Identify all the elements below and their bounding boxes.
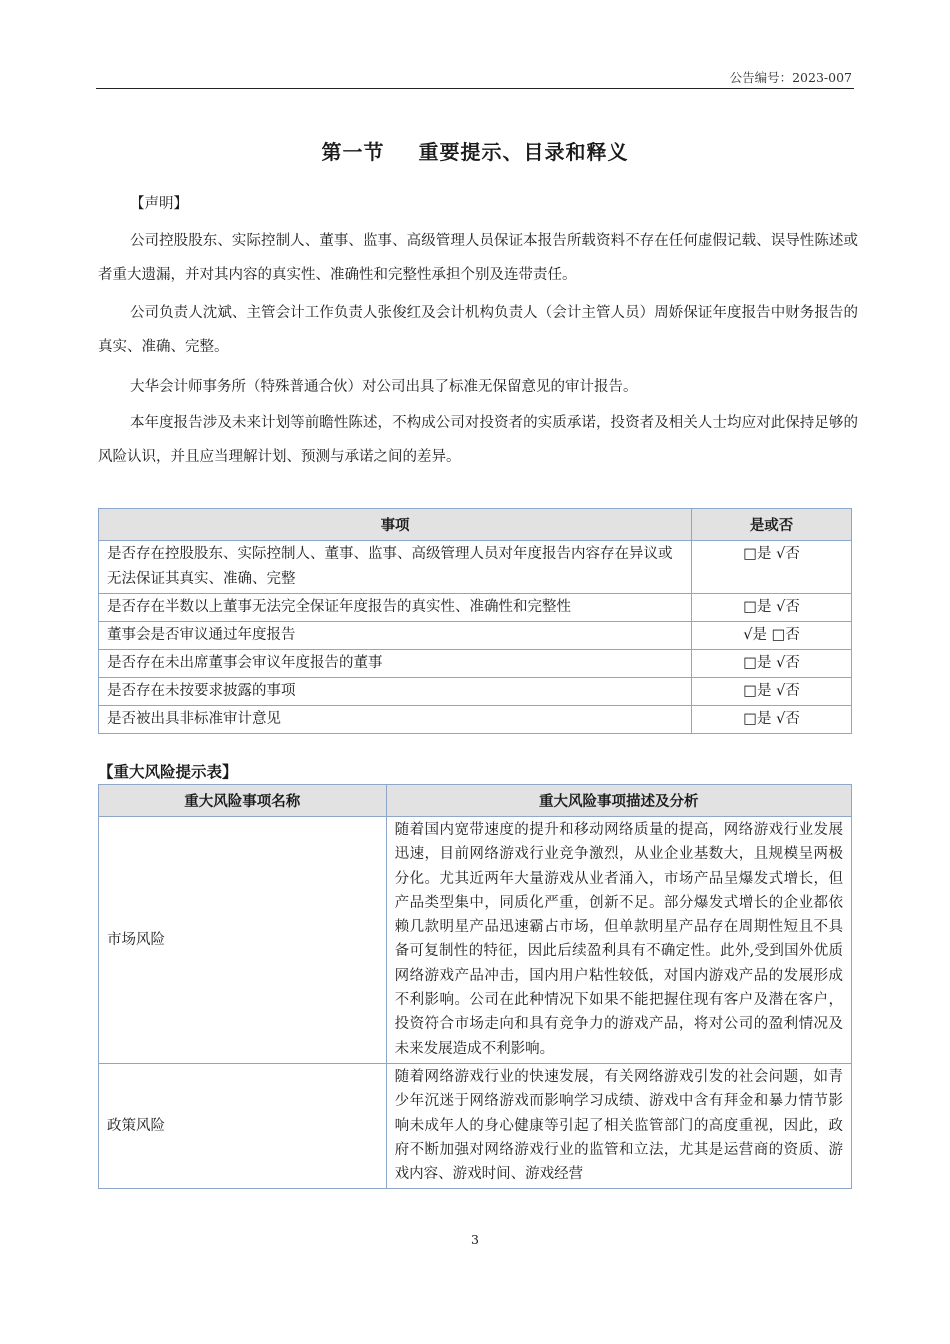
row-item: 是否存在未出席董事会审议年度报告的董事 <box>99 650 692 678</box>
risk-name: 政策风险 <box>99 1063 387 1188</box>
risk-description: 随着网络游戏行业的快速发展，有关网络游戏引发的社会问题，如青少年沉迷于网络游戏而影响学习成绩、游戏中含有拜金和暴力情节影响未成年人的身心健康等引起了相关监管部门的高度重视，因此，政府不断加强对网络游戏行业的监管和立法，尤其是运营商的资质、游戏内容、游戏时间、游戏经营 <box>386 1063 851 1188</box>
table-row <box>99 1063 852 1188</box>
page-number: 3 <box>471 1232 479 1247</box>
table-row <box>99 678 852 706</box>
statement-label: 【声明】 <box>130 196 188 212</box>
row-answer: □是 √否 <box>692 594 852 622</box>
table-row <box>99 650 852 678</box>
paragraph-financial-guarantee: 公司负责人沈斌、主管会计工作负责人张俊红及会计机构负责人（会计主管人员）周娇保证年度报告中财务报告的真实、准确、完整。 <box>98 305 858 355</box>
header-item: 事项 <box>99 509 692 541</box>
row-answer: □是 √否 <box>692 706 852 734</box>
row-item: 是否存在半数以上董事无法完全保证年度报告的真实性、准确性和完整性 <box>99 594 692 622</box>
row-answer: √是 □否 <box>692 622 852 650</box>
row-item: 董事会是否审议通过年度报告 <box>99 622 692 650</box>
table-header-row <box>99 509 852 541</box>
paragraph-audit-opinion: 大华会计师事务所（特殊普通合伙）对公司出具了标准无保留意见的审计报告。 <box>130 379 638 395</box>
table-row <box>99 706 852 734</box>
risk-name: 市场风险 <box>99 817 387 1064</box>
table-row <box>99 622 852 650</box>
row-answer: □是 √否 <box>692 678 852 706</box>
header-yes-no: 是或否 <box>692 509 852 541</box>
row-answer: □是 √否 <box>692 650 852 678</box>
header-risk-name: 重大风险事项名称 <box>99 785 387 817</box>
paragraph-responsibility: 公司控股股东、实际控制人、董事、监事、高级管理人员保证本报告所载资料不存在任何虚假记载、误导性陈述或者重大遗漏，并对其内容的真实性、准确性和完整性承担个别及连带责任。 <box>98 233 858 283</box>
section-number: 第一节 <box>321 140 385 164</box>
row-answer: □是 √否 <box>692 541 852 594</box>
paragraph-forward-looking: 本年度报告涉及未来计划等前瞻性陈述，不构成公司对投资者的实质承诺，投资者及相关人士均应对此保持足够的风险认识，并且应当理解计划、预测与承诺之间的差异。 <box>98 415 858 465</box>
row-item: 是否存在未按要求披露的事项 <box>99 678 692 706</box>
row-item: 是否被出具非标准审计意见 <box>99 706 692 734</box>
header-divider <box>96 88 854 89</box>
major-risk-table <box>98 784 852 1189</box>
risk-description: 随着国内宽带速度的提升和移动网络质量的提高，网络游戏行业发展迅速，目前网络游戏行业竞争激烈，从业企业基数大，且规模呈两极分化。尤其近两年大量游戏从业者涌入，市场产品呈爆发式增长，但产品类型集中，同质化严重，创新不足。部分爆发式增长的企业都依赖几款明星产品迅速霸占市场，但单款明星产品存在周期性短且不具备可复制性的特征，因此后续盈利具有不确定性。此外,受到国外优质网络游戏产品冲击，国内用户粘性较低，对国内游戏产品的发展形成不利影响。公司在此种情况下如果不能把握住现有客户及潜在客户，投资符合市场走向和具有竞争力的游戏产品，将对公司的盈利情况及未来发展造成不利影响。 <box>386 817 851 1064</box>
row-item: 是否存在控股股东、实际控制人、董事、监事、高级管理人员对年度报告内容存在异议或无法保证其真实、准确、完整 <box>99 541 692 594</box>
table-row <box>99 541 852 594</box>
announcement-code: 公告编号：2023-007 <box>729 70 852 85</box>
table-header-row <box>99 785 852 817</box>
confirmation-table <box>98 508 852 734</box>
table-row <box>99 594 852 622</box>
section-title <box>0 136 950 165</box>
section-heading: 重要提示、目录和释义 <box>418 140 629 164</box>
table-row <box>99 817 852 1064</box>
header-risk-description: 重大风险事项描述及分析 <box>386 785 851 817</box>
risk-table-heading: 【重大风险提示表】 <box>98 763 238 781</box>
